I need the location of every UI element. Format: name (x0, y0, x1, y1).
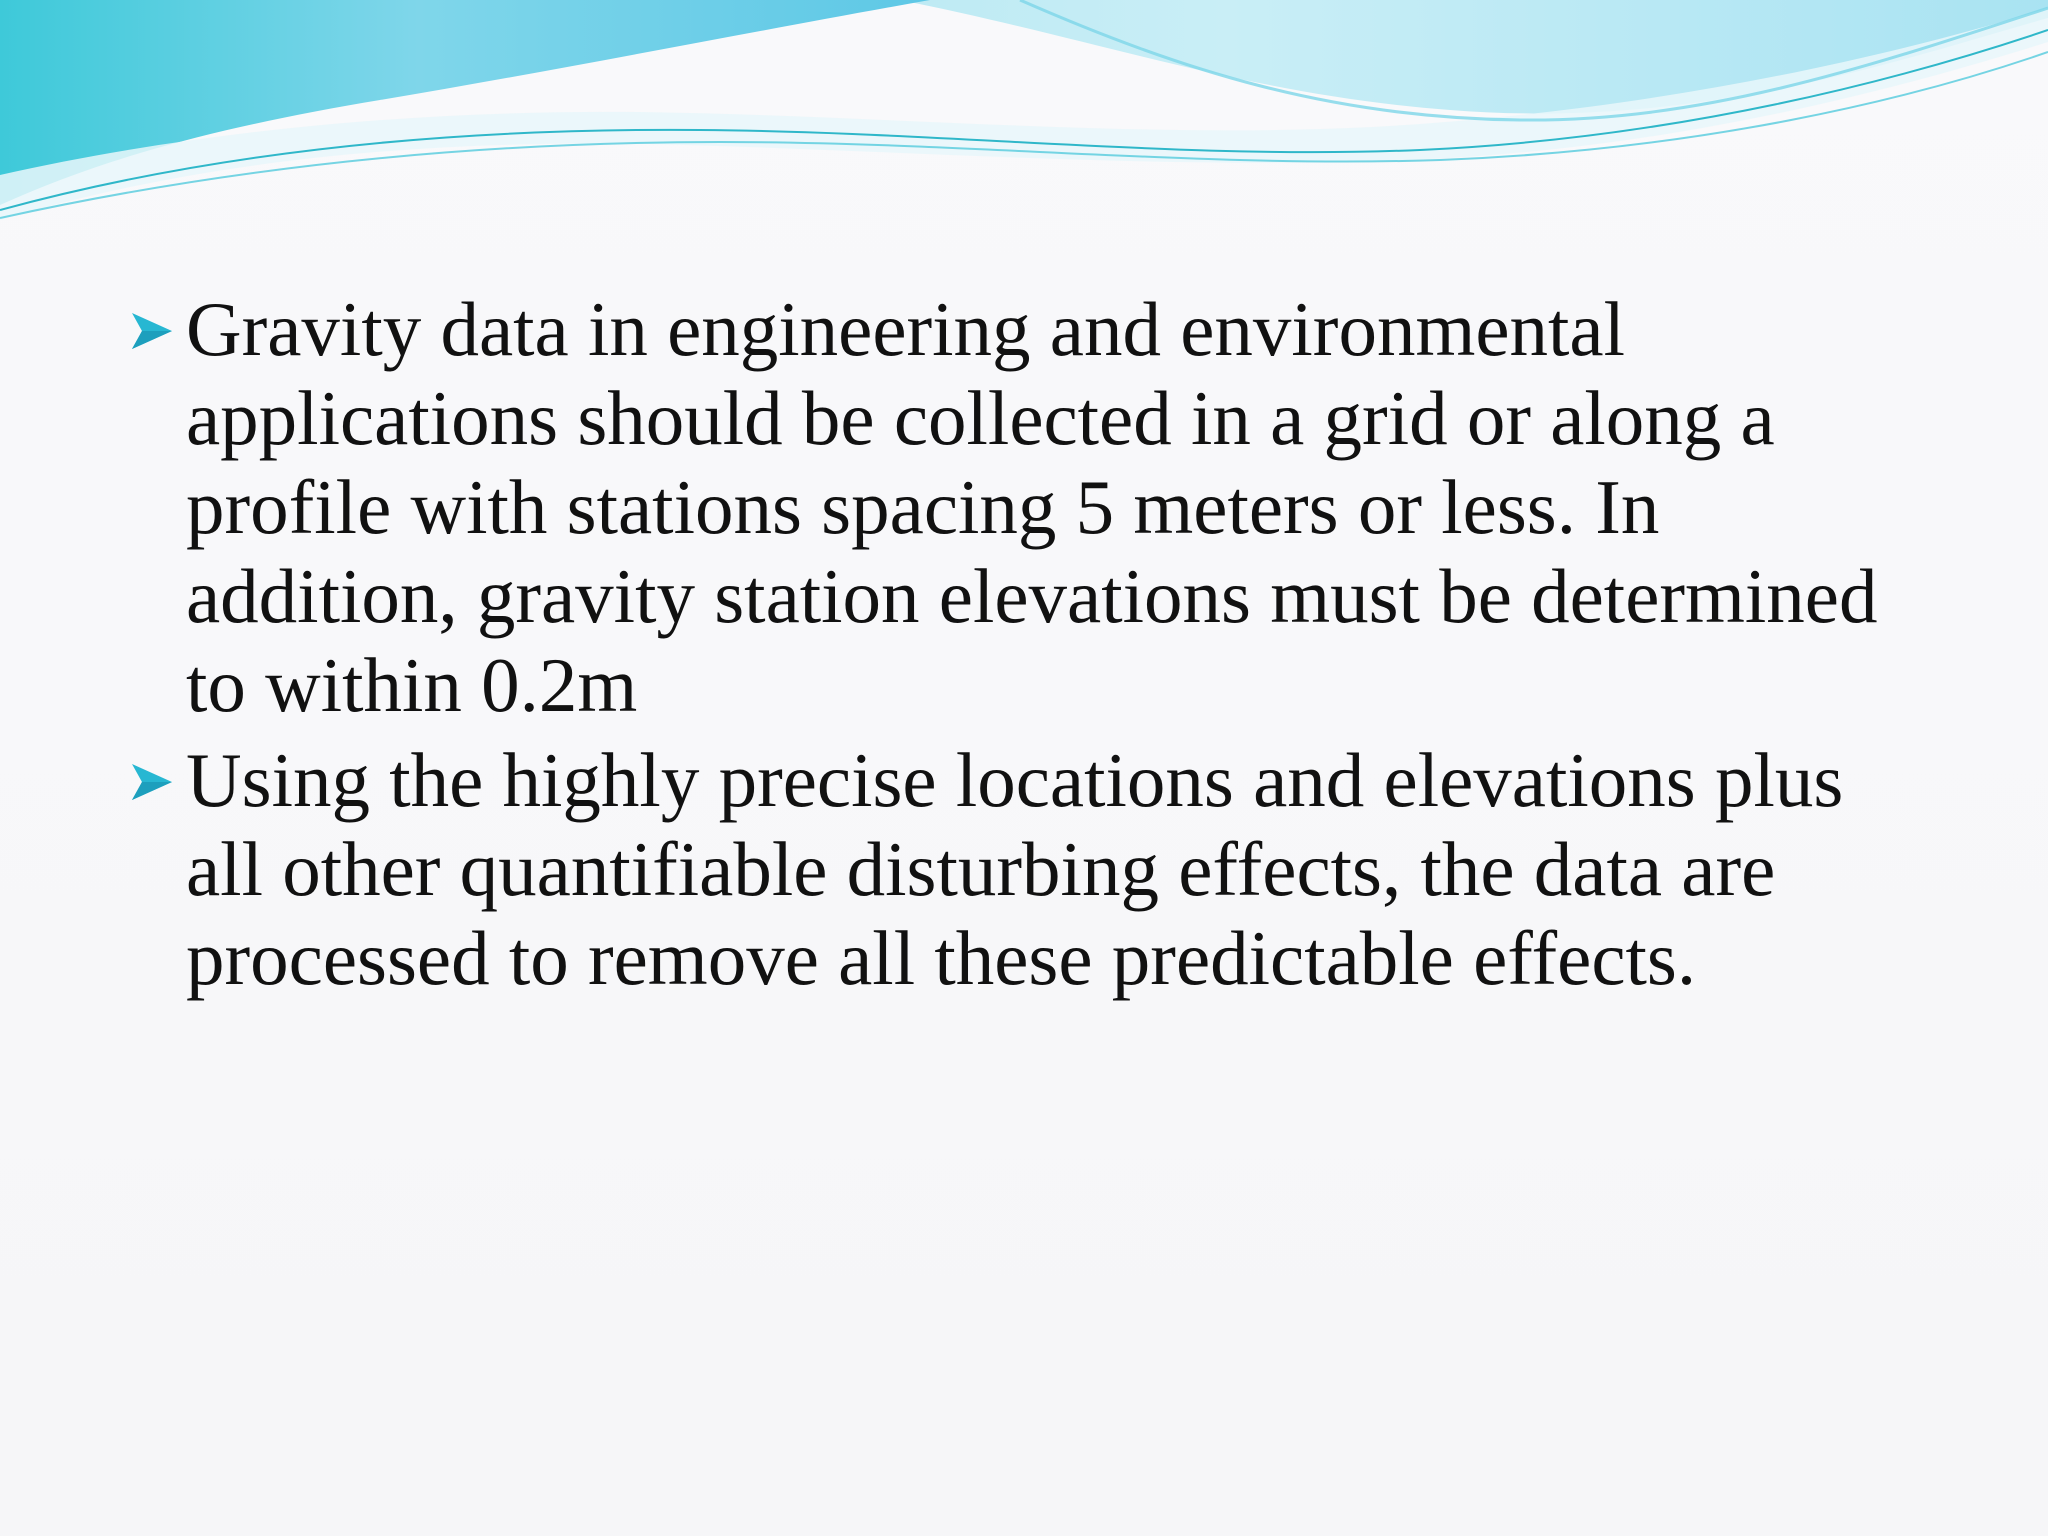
wave-header-decoration (0, 0, 2048, 240)
bullet-item (128, 285, 1928, 730)
slide-body (128, 285, 1928, 1009)
bullet-item (128, 736, 1928, 1003)
arrow-bullet-icon (128, 311, 176, 351)
bullet-text: Using the highly precise locations and elevations plus all other quantifiable disturbing effects, the data are processed to remove all these predictable effects. (186, 737, 1844, 1001)
bullet-text: Gravity data in engineering and environmental applications should be collected in a grid or along a profile with stations spacing 5 meters or less. In addition, gravity station elevations must be determined to within 0.2m (186, 286, 1878, 728)
arrow-bullet-icon (128, 762, 176, 802)
